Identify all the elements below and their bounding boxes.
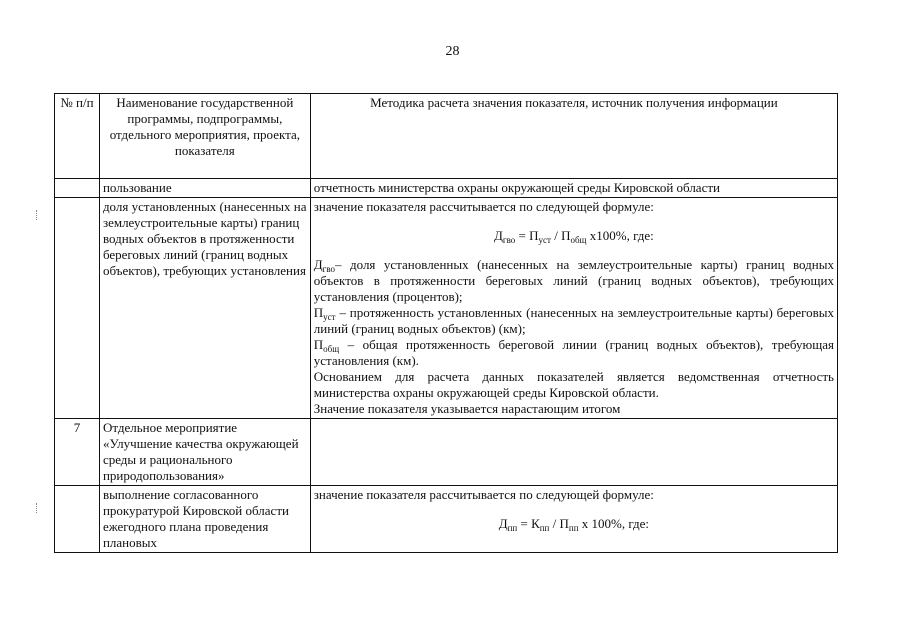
- row-method: [310, 419, 837, 486]
- cumulative-note: Значение показателя указывается нарастающим итогом: [313, 401, 621, 416]
- table-row: [55, 486, 838, 553]
- scan-mark: [36, 503, 38, 513]
- scan-mark: [36, 210, 38, 220]
- header-method: Методика расчета значения показателя, источник получения информации: [310, 94, 837, 179]
- row-num: [55, 486, 100, 553]
- row-method: отчетность министерства охраны окружающей среды Кировской области: [310, 179, 837, 198]
- table-header-row: [55, 94, 838, 179]
- header-num: № п/п: [55, 94, 100, 179]
- indicator-methodology-table: [54, 93, 838, 553]
- row-name: пользование: [99, 179, 310, 198]
- definition-3: $П_{общ}$ – общая протяженность береговой линии (границ водных объектов), требующая установления (км).: [313, 337, 834, 368]
- table-row: [55, 419, 838, 486]
- formula-intro: значение показателя рассчитывается по следующей формуле:: [313, 487, 654, 502]
- table-row: [55, 198, 838, 419]
- row-num: 7: [55, 419, 100, 486]
- formula-intro: значение показателя рассчитывается по следующей формуле:: [313, 199, 654, 214]
- formula: $Д_{гво} = П_{уст} / П_{общ}$ х100%, где:: [494, 228, 654, 245]
- definition-2: $П_{уст}$ – протяженность установленных (нанесенных на землеустроительные карты) береговых линий (границ водных объектов) (км);: [313, 305, 834, 336]
- formula: $Д_{пп} = К_{пп} / П_{пп}$ х 100%, где:: [498, 516, 650, 533]
- basis-text: Основанием для расчета данных показателей является ведомственная отчетность министерства охраны окружающей среды Кировской области.: [313, 369, 834, 400]
- row-method: [310, 486, 837, 553]
- row-name: доля установленных (нанесенных на землеустроительные карты) границ водных объектов в протяженности береговых линий (границ водных объектов), требующих установления: [99, 198, 310, 419]
- row-num: [55, 179, 100, 198]
- header-name: Наименование государственной программы, подпрограммы, отдельного мероприятия, проекта, показателя: [99, 94, 310, 179]
- table-row: [55, 179, 838, 198]
- row-method: [310, 198, 837, 419]
- definition-1: $Д_{гво}-$ доля установленных (нанесенных на землеустроительные карты) границ водных объектов в протяженности береговых линий (границ водных объектов), требующих установления (процентов);: [313, 257, 834, 304]
- page-number: 28: [445, 44, 460, 59]
- row-name: Отдельное мероприятие «Улучшение качества окружающей среды и рационального природопользования»: [99, 419, 310, 486]
- row-name: выполнение согласованного прокуратурой Кировской области ежегодного плана проведения плановых: [99, 486, 310, 553]
- row-num: [55, 198, 100, 419]
